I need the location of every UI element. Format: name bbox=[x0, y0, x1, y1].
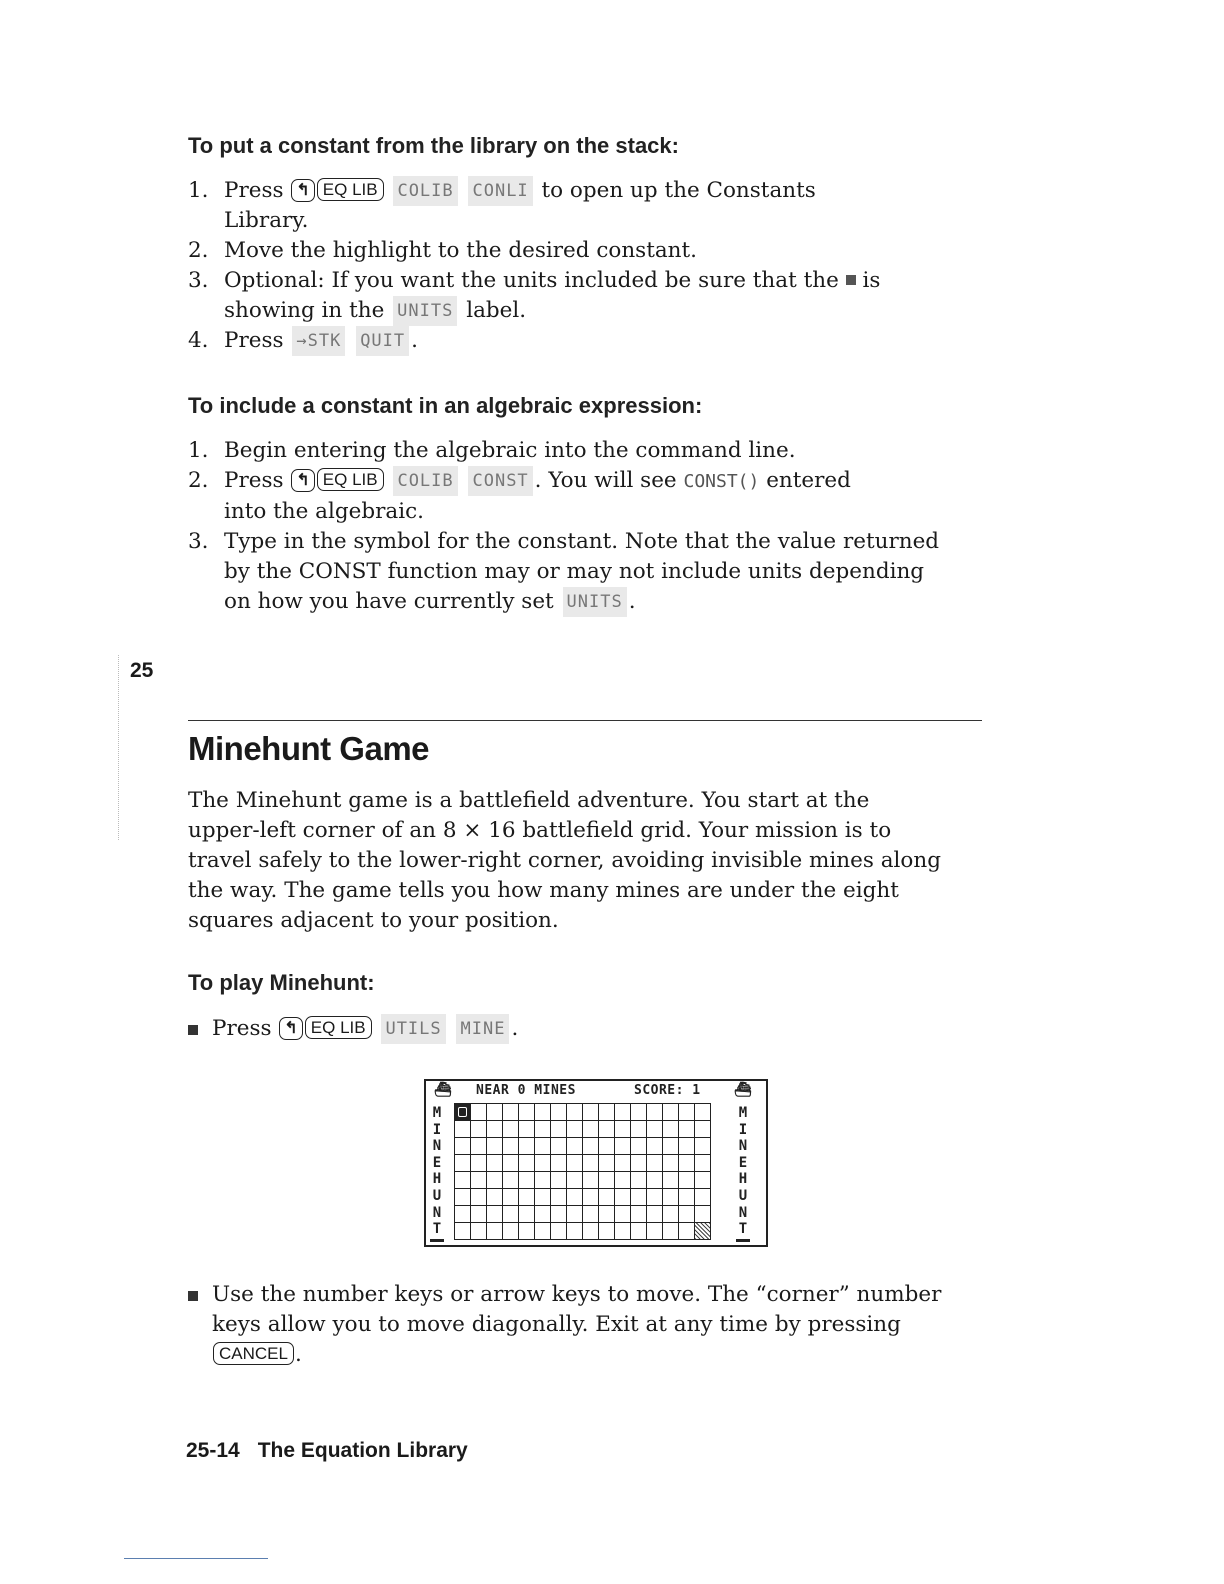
side-underline bbox=[430, 1239, 444, 1242]
side-letter: M bbox=[738, 1105, 748, 1121]
minehunt-screen bbox=[424, 1079, 768, 1247]
menu-label-units: UNITS bbox=[563, 587, 627, 617]
grid-cell bbox=[679, 1104, 695, 1121]
side-letter: E bbox=[432, 1154, 442, 1171]
side-title-left bbox=[430, 1105, 444, 1238]
grid-cell bbox=[503, 1189, 519, 1206]
grid-cell bbox=[535, 1206, 551, 1223]
grid-cell bbox=[551, 1189, 567, 1206]
grid-cell bbox=[535, 1155, 551, 1172]
grid-cell bbox=[583, 1104, 599, 1121]
grid-cell bbox=[503, 1121, 519, 1138]
grid-cell bbox=[455, 1155, 471, 1172]
list-item: 4. Press →STK QUIT . bbox=[188, 326, 988, 356]
screen-status-bar bbox=[426, 1081, 766, 1101]
grid-cell bbox=[663, 1121, 679, 1138]
grid-cell bbox=[631, 1121, 647, 1138]
grid-cell bbox=[455, 1172, 471, 1189]
score-readout: SCORE: 1 bbox=[634, 1083, 701, 1098]
grid-cell bbox=[647, 1223, 663, 1240]
grid-cell bbox=[583, 1155, 599, 1172]
grid-cell bbox=[471, 1189, 487, 1206]
grid-cell bbox=[535, 1172, 551, 1189]
grid-cell bbox=[455, 1121, 471, 1138]
grid-cell bbox=[679, 1121, 695, 1138]
grid-cell bbox=[647, 1104, 663, 1121]
grid-cell bbox=[695, 1138, 711, 1155]
grid-cell bbox=[567, 1155, 583, 1172]
bottom-rule bbox=[124, 1558, 268, 1559]
grid-cell bbox=[647, 1206, 663, 1223]
grid-cell bbox=[567, 1206, 583, 1223]
grid-cell bbox=[679, 1223, 695, 1240]
grid-cell bbox=[599, 1104, 615, 1121]
grid-cell bbox=[487, 1121, 503, 1138]
units-indicator-square-icon bbox=[846, 275, 856, 285]
side-letter: U bbox=[432, 1187, 442, 1204]
grid-cell bbox=[519, 1155, 535, 1172]
side-letter: I bbox=[432, 1121, 442, 1138]
battlefield-grid bbox=[454, 1103, 711, 1240]
grid-cell bbox=[471, 1155, 487, 1172]
grid-cell bbox=[535, 1223, 551, 1240]
side-letter: T bbox=[432, 1221, 442, 1238]
grid-cell bbox=[599, 1155, 615, 1172]
list-item: Press ↰ EQ LIB UTILS MINE . bbox=[188, 1014, 988, 1044]
grid-cell bbox=[535, 1121, 551, 1138]
grid-cell bbox=[679, 1172, 695, 1189]
grid-cell bbox=[631, 1104, 647, 1121]
grid-cell bbox=[679, 1206, 695, 1223]
side-letter: U bbox=[738, 1187, 748, 1204]
grid-cell bbox=[551, 1121, 567, 1138]
heading-constant-to-stack: To put a constant from the library on the stack: bbox=[188, 133, 679, 158]
list-item: 1. Begin entering the algebraic into the command line. bbox=[188, 438, 796, 463]
grid-cell bbox=[503, 1104, 519, 1121]
grid-cell bbox=[583, 1172, 599, 1189]
grid-cell bbox=[615, 1189, 631, 1206]
menu-label-conli: CONLI bbox=[468, 176, 532, 206]
grid-cell bbox=[455, 1206, 471, 1223]
grid-cell bbox=[519, 1206, 535, 1223]
page-footer bbox=[186, 1439, 468, 1463]
grid-cell bbox=[615, 1206, 631, 1223]
side-letter: I bbox=[738, 1121, 748, 1138]
grid-cell bbox=[647, 1155, 663, 1172]
left-shift-key-icon: ↰ bbox=[291, 469, 314, 492]
side-letter: N bbox=[432, 1138, 442, 1155]
side-letter: T bbox=[738, 1221, 748, 1238]
menu-label-const: CONST bbox=[468, 466, 532, 496]
grid-cell bbox=[583, 1121, 599, 1138]
list-item: 1. Press ↰ EQ LIB COLIB CONLI to open up the Constants Library. bbox=[188, 178, 816, 233]
grid-cell bbox=[471, 1223, 487, 1240]
menu-label-units: UNITS bbox=[393, 296, 457, 326]
grid-cell bbox=[535, 1189, 551, 1206]
menu-label-quit: QUIT bbox=[356, 326, 409, 356]
grid-cell bbox=[631, 1206, 647, 1223]
list-item: Use the number keys or arrow keys to move. The “corner” number keys allow you to move diagonally. Exit at any time by pressing CANCEL . bbox=[188, 1280, 988, 1370]
grid-cell bbox=[567, 1138, 583, 1155]
heading-play-minehunt: To play Minehunt: bbox=[188, 970, 375, 995]
grid-cell bbox=[503, 1206, 519, 1223]
side-letter: N bbox=[738, 1204, 748, 1221]
grid-cell bbox=[519, 1223, 535, 1240]
grid-cell bbox=[551, 1104, 567, 1121]
grid-cell bbox=[695, 1172, 711, 1189]
chapter-tab-rule bbox=[118, 655, 119, 840]
goal-cell bbox=[695, 1223, 711, 1240]
heading-constant-in-algebraic: To include a constant in an algebraic expression: bbox=[188, 393, 703, 418]
left-shift-key-icon: ↰ bbox=[279, 1017, 302, 1040]
grid-cell bbox=[471, 1206, 487, 1223]
grid-cell bbox=[615, 1172, 631, 1189]
grid-cell bbox=[599, 1172, 615, 1189]
grid-cell bbox=[551, 1172, 567, 1189]
grid-cell bbox=[695, 1121, 711, 1138]
grid-cell bbox=[471, 1172, 487, 1189]
grid-cell bbox=[455, 1223, 471, 1240]
grid-cell bbox=[583, 1189, 599, 1206]
menu-label-utils: UTILS bbox=[381, 1014, 445, 1044]
grid-cell bbox=[567, 1121, 583, 1138]
list-item: 2. Move the highlight to the desired constant. bbox=[188, 238, 697, 263]
grid-cell bbox=[647, 1189, 663, 1206]
grid-cell bbox=[567, 1104, 583, 1121]
grid-cell bbox=[551, 1206, 567, 1223]
grid-cell bbox=[487, 1172, 503, 1189]
grid-cell bbox=[663, 1138, 679, 1155]
grid-cell bbox=[519, 1121, 535, 1138]
grid-cell bbox=[663, 1155, 679, 1172]
grid-cell bbox=[503, 1138, 519, 1155]
grid-cell bbox=[631, 1223, 647, 1240]
grid-cell bbox=[647, 1121, 663, 1138]
grid-cell bbox=[519, 1189, 535, 1206]
grid-cell bbox=[679, 1155, 695, 1172]
const-function-code: CONST() bbox=[683, 471, 760, 492]
list-item: 3. Type in the symbol for the constant. Note that the value returned by the CONST function may or may not include units depending on how you have currently set UNITS . bbox=[188, 527, 988, 617]
tank-icon: ⛴ bbox=[434, 1082, 453, 1098]
bullet-square-icon bbox=[188, 1025, 198, 1035]
grid-cell bbox=[679, 1189, 695, 1206]
grid-cell bbox=[519, 1172, 535, 1189]
grid-cell bbox=[487, 1223, 503, 1240]
grid-cell bbox=[583, 1223, 599, 1240]
chapter-name: The Equation Library bbox=[257, 1439, 468, 1462]
grid-cell bbox=[647, 1172, 663, 1189]
grid-cell bbox=[695, 1206, 711, 1223]
grid-cell bbox=[647, 1138, 663, 1155]
side-letter: H bbox=[432, 1171, 442, 1188]
grid-cell bbox=[663, 1104, 679, 1121]
grid-cell bbox=[471, 1121, 487, 1138]
grid-cell bbox=[679, 1138, 695, 1155]
grid-cell bbox=[615, 1155, 631, 1172]
grid-cell bbox=[663, 1172, 679, 1189]
grid-cell bbox=[487, 1206, 503, 1223]
grid-cell bbox=[631, 1189, 647, 1206]
grid-cell bbox=[567, 1223, 583, 1240]
side-title-right bbox=[736, 1105, 750, 1238]
grid-cell bbox=[599, 1138, 615, 1155]
grid-cell bbox=[615, 1121, 631, 1138]
grid-cell bbox=[599, 1206, 615, 1223]
near-mines-readout: NEAR 0 MINES bbox=[476, 1083, 576, 1098]
section-title-minehunt: Minehunt Game bbox=[188, 730, 430, 767]
grid-cell bbox=[631, 1138, 647, 1155]
list-item: 2. Press ↰ EQ LIB COLIB CONST . You will see CONST() entered into the algebraic. bbox=[188, 468, 851, 524]
grid-cell bbox=[615, 1138, 631, 1155]
grid-cell bbox=[503, 1155, 519, 1172]
grid-cell bbox=[631, 1155, 647, 1172]
side-letter: H bbox=[738, 1171, 748, 1188]
grid-cell bbox=[519, 1138, 535, 1155]
grid-cell bbox=[663, 1206, 679, 1223]
menu-label-stk: →STK bbox=[292, 326, 345, 356]
player-cell bbox=[455, 1104, 471, 1121]
grid-cell bbox=[695, 1189, 711, 1206]
side-letter: N bbox=[738, 1138, 748, 1155]
side-letter: N bbox=[432, 1204, 442, 1221]
grid-cell bbox=[615, 1104, 631, 1121]
steps-constant-to-stack bbox=[188, 176, 988, 356]
grid-cell bbox=[519, 1104, 535, 1121]
grid-cell bbox=[663, 1223, 679, 1240]
grid-cell bbox=[487, 1189, 503, 1206]
bullet-square-icon bbox=[188, 1291, 198, 1301]
grid-cell bbox=[567, 1189, 583, 1206]
side-letter: M bbox=[432, 1105, 442, 1121]
grid-cell bbox=[695, 1104, 711, 1121]
eq-lib-key: EQ LIB bbox=[305, 1016, 372, 1039]
grid-cell bbox=[695, 1155, 711, 1172]
grid-cell bbox=[487, 1155, 503, 1172]
list-item: 3. Optional: If you want the units included be sure that the is showing in the UNITS label. bbox=[188, 266, 988, 326]
grid-cell bbox=[663, 1189, 679, 1206]
grid-cell bbox=[487, 1104, 503, 1121]
steps-constant-in-algebraic bbox=[188, 436, 988, 617]
eq-lib-key: EQ LIB bbox=[317, 468, 384, 491]
section-rule bbox=[188, 720, 982, 721]
menu-label-colib: COLIB bbox=[393, 466, 457, 496]
grid-cell bbox=[615, 1223, 631, 1240]
grid-cell bbox=[503, 1223, 519, 1240]
tank-icon: ⛴ bbox=[734, 1082, 753, 1098]
grid-cell bbox=[551, 1138, 567, 1155]
page-number: 25-14 bbox=[186, 1439, 240, 1462]
grid-cell bbox=[583, 1138, 599, 1155]
grid-cell bbox=[471, 1138, 487, 1155]
menu-label-colib: COLIB bbox=[393, 176, 457, 206]
grid-cell bbox=[471, 1104, 487, 1121]
side-letter: E bbox=[738, 1154, 748, 1171]
grid-cell bbox=[535, 1104, 551, 1121]
grid-cell bbox=[535, 1138, 551, 1155]
minehunt-intro: The Minehunt game is a battlefield adventure. You start at the upper-left corner of an 8 × 16 battlefield grid. Your mission is to travel safely to the lower-right corner, avoiding invisible mines along the way. The game tells you how many mines are under the eight squares adjacent to your position. bbox=[188, 788, 941, 933]
grid-cell bbox=[551, 1155, 567, 1172]
grid-cell bbox=[551, 1223, 567, 1240]
eq-lib-key: EQ LIB bbox=[317, 178, 384, 201]
grid-cell bbox=[487, 1138, 503, 1155]
left-shift-key-icon: ↰ bbox=[291, 179, 314, 202]
menu-label-mine: MINE bbox=[456, 1014, 509, 1044]
grid-cell bbox=[599, 1223, 615, 1240]
grid-cell bbox=[583, 1206, 599, 1223]
grid-cell bbox=[455, 1189, 471, 1206]
grid-cell bbox=[599, 1189, 615, 1206]
grid-cell bbox=[599, 1121, 615, 1138]
grid-cell bbox=[455, 1138, 471, 1155]
cancel-key: CANCEL bbox=[213, 1342, 294, 1365]
grid-cell bbox=[503, 1172, 519, 1189]
grid-cell bbox=[631, 1172, 647, 1189]
side-underline bbox=[736, 1239, 750, 1242]
chapter-tab-number: 25 bbox=[130, 659, 154, 682]
grid-cell bbox=[567, 1172, 583, 1189]
